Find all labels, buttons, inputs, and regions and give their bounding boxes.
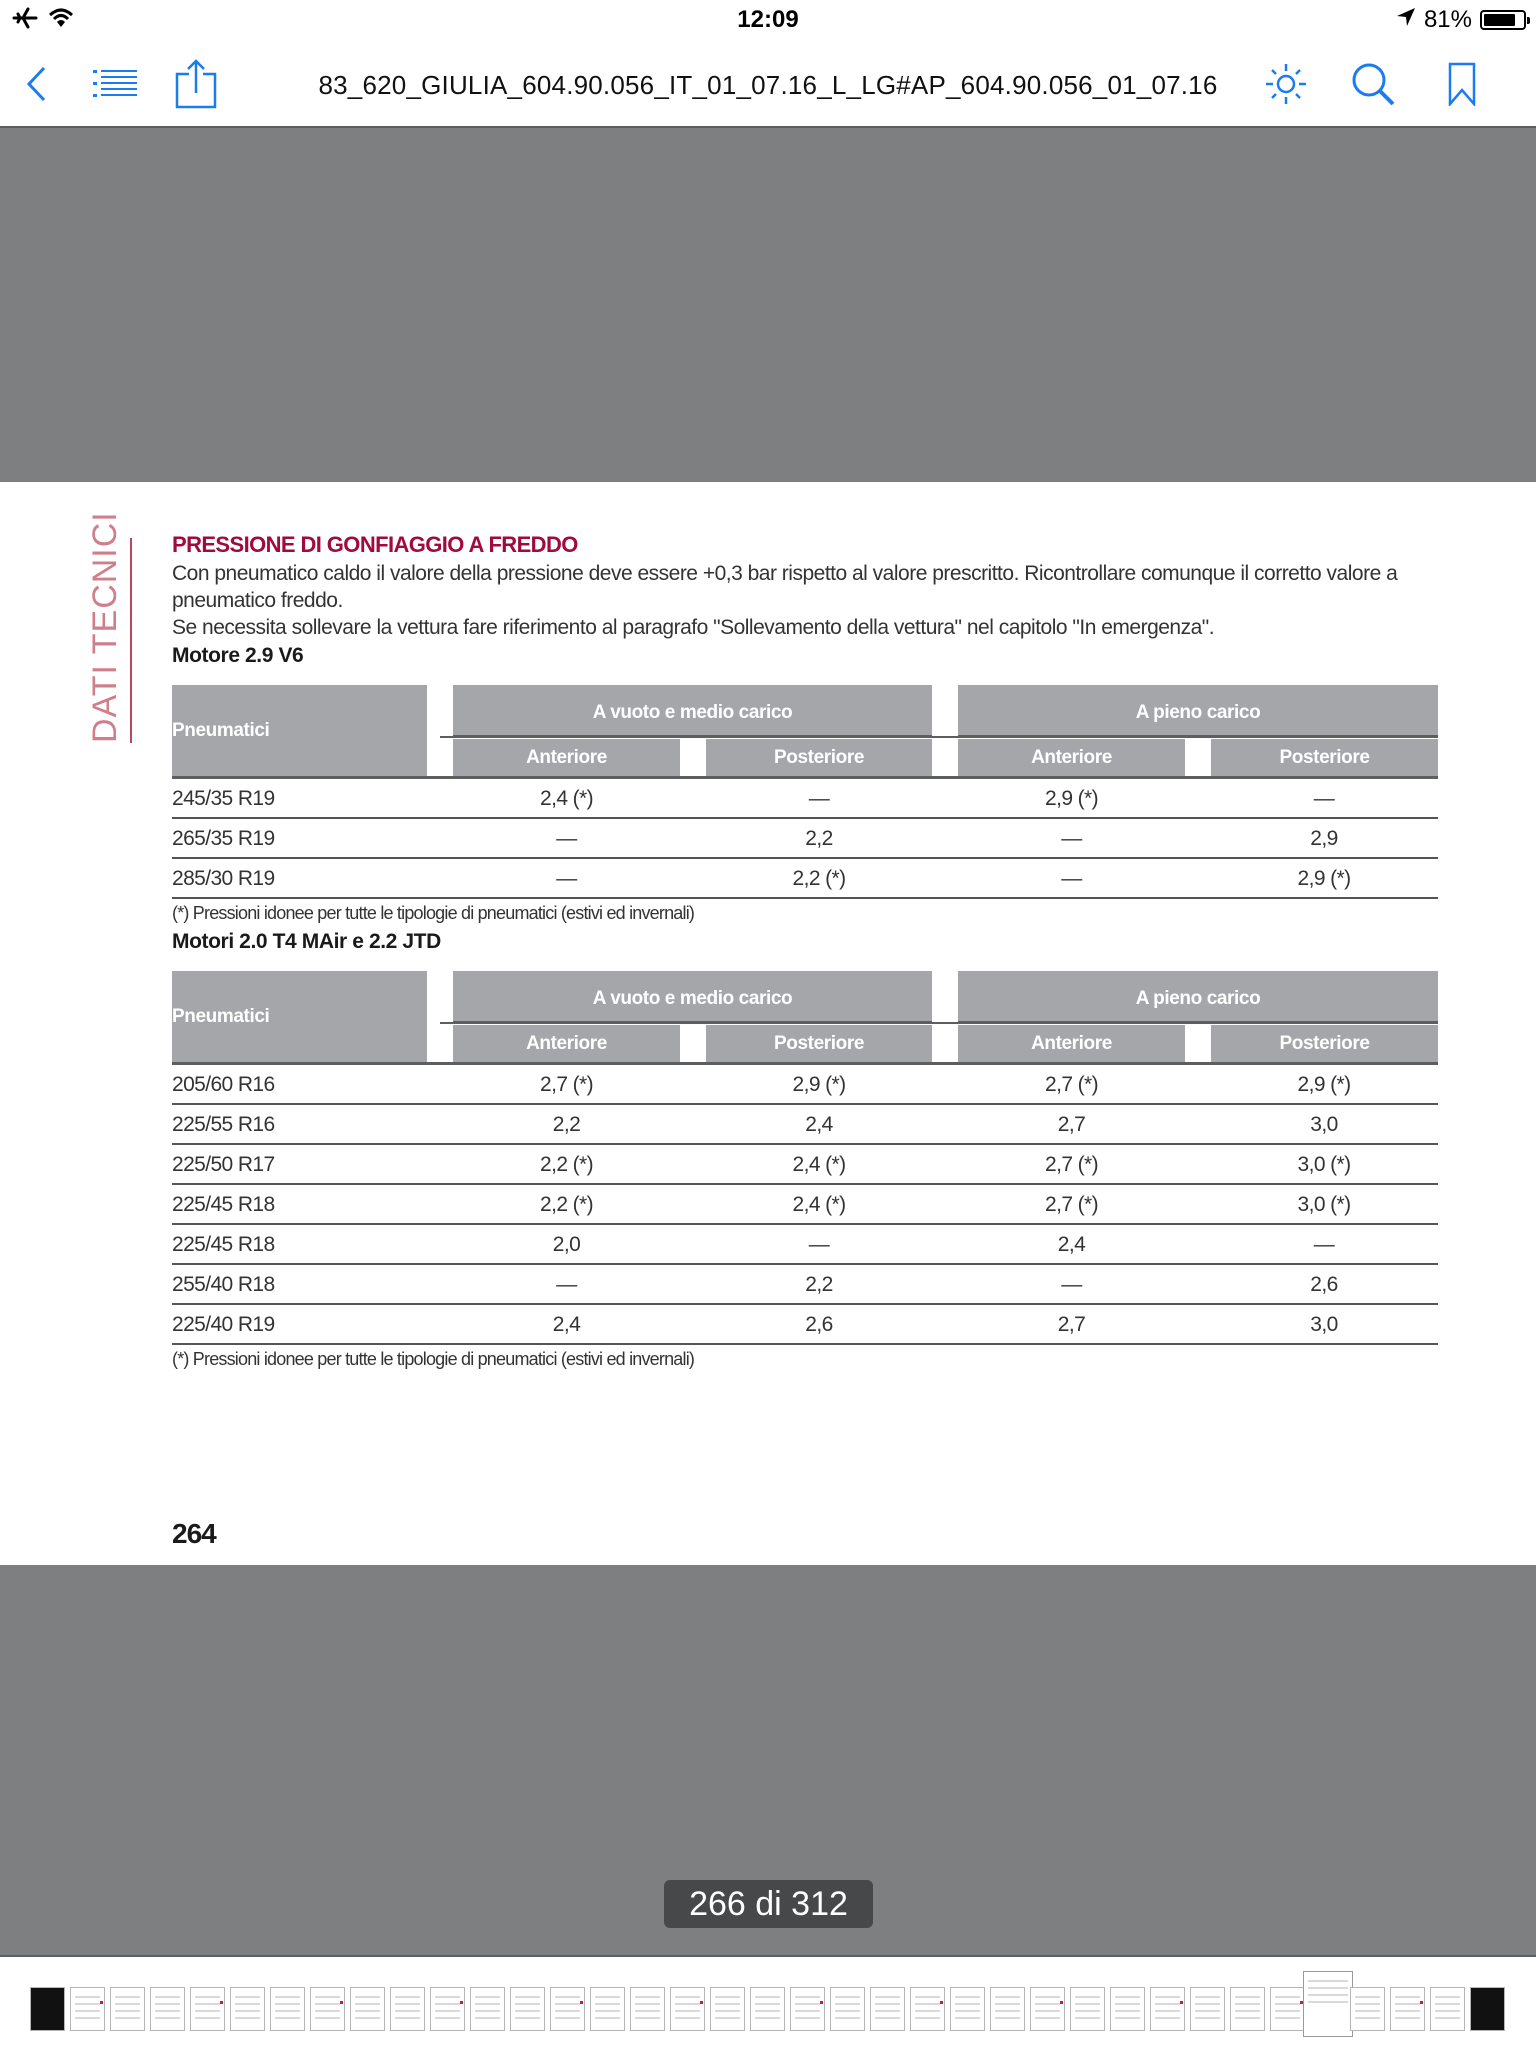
- header-front: Anteriore: [453, 1025, 680, 1062]
- thumbnail[interactable]: [470, 1987, 505, 2031]
- thumbnail[interactable]: [750, 1987, 785, 2031]
- table-row: [172, 779, 1438, 819]
- pressure-value: 2,7 (*): [1045, 1153, 1098, 1176]
- thumbnail[interactable]: [1070, 1987, 1105, 2031]
- pressure-value: 2,7 (*): [1045, 1193, 1098, 1216]
- table-row: [172, 1225, 1438, 1265]
- pressure-value: —: [556, 867, 577, 890]
- page-content: [172, 530, 1438, 1373]
- thumbnail[interactable]: [430, 1987, 465, 2031]
- thumbnail[interactable]: [790, 1987, 825, 2031]
- share-icon: [175, 59, 217, 109]
- thumbnail[interactable]: [710, 1987, 745, 2031]
- thumbnail[interactable]: [1230, 1987, 1265, 2031]
- pressure-value: 2,2 (*): [792, 867, 846, 890]
- thumbnail[interactable]: [990, 1987, 1025, 2031]
- tyre-size: 205/60 R16: [172, 1073, 275, 1096]
- document-title: 83_620_GIULIA_604.90.056_IT_01_07.16_L_LG#AP_604.90.056_01_07.16: [318, 70, 1218, 100]
- brightness-icon: [1264, 62, 1308, 106]
- tyre-size: 285/30 R19: [172, 867, 275, 890]
- previous-page-area[interactable]: [0, 130, 1536, 482]
- pressure-value: 3,0 (*): [1297, 1193, 1351, 1216]
- header-rear: Posteriore: [706, 739, 932, 776]
- clock: 12:09: [737, 6, 799, 33]
- pressure-value: 2,2: [552, 1113, 581, 1136]
- pressure-value: —: [1061, 1273, 1082, 1296]
- pressure-value: 2,9 (*): [792, 1073, 846, 1096]
- table-row: [172, 859, 1438, 899]
- thumbnail[interactable]: [230, 1987, 265, 2031]
- pressure-value: 2,7 (*): [1045, 1073, 1098, 1096]
- status-bar: [0, 0, 1536, 40]
- pressure-value: 2,9: [1310, 827, 1338, 850]
- engine-title: Motore 2.9 V6: [172, 644, 304, 667]
- pressure-table-v6: [172, 685, 1438, 899]
- back-button[interactable]: [14, 40, 58, 128]
- pressure-value: 2,7: [1057, 1313, 1086, 1336]
- thumbnail[interactable]: [350, 1987, 385, 2031]
- intro-paragraph: Con pneumatico caldo il valore della pressione deve essere +0,3 bar rispetto al valore prescritto. Ricontrollare comunque il corretto valore a pneumatico freddo.: [172, 562, 1398, 612]
- thumbnail-current[interactable]: [1303, 1971, 1353, 2037]
- thumbnail[interactable]: [830, 1987, 865, 2031]
- thumbnail[interactable]: [390, 1987, 425, 2031]
- table-row: [172, 1185, 1438, 1225]
- table-row: [172, 1105, 1438, 1145]
- pressure-value: 2,7 (*): [540, 1073, 593, 1096]
- search-button[interactable]: [1348, 40, 1398, 128]
- thumbnail-scrubber[interactable]: [0, 1955, 1536, 2048]
- pressure-value: 3,0: [1310, 1113, 1338, 1136]
- header-tyres: Pneumatici: [172, 971, 427, 1062]
- tyre-size: 225/55 R16: [172, 1113, 275, 1136]
- pressure-value: 2,0: [552, 1233, 581, 1256]
- pressure-value: —: [808, 787, 830, 810]
- pressure-value: 2,2 (*): [540, 1193, 593, 1216]
- header-rear: Posteriore: [706, 1025, 932, 1062]
- pressure-value: —: [808, 1233, 830, 1256]
- pressure-value: 2,6: [805, 1313, 833, 1336]
- thumbnail[interactable]: [630, 1987, 665, 2031]
- pressure-table-t4-jtd: [172, 971, 1438, 1345]
- thumbnail[interactable]: [150, 1987, 185, 2031]
- table-header: [172, 971, 1438, 1065]
- pressure-value: 2,4: [805, 1113, 833, 1136]
- tyre-size: 225/45 R18: [172, 1233, 275, 1256]
- thumbnail[interactable]: [1270, 1987, 1305, 2031]
- brightness-button[interactable]: [1262, 40, 1310, 128]
- list-icon: [93, 69, 137, 99]
- page-number: 264: [172, 1518, 216, 1549]
- share-button[interactable]: [172, 40, 220, 128]
- tyre-size: 225/50 R17: [172, 1153, 275, 1176]
- outline-button[interactable]: [90, 40, 140, 128]
- pressure-value: 2,9 (*): [1045, 787, 1098, 810]
- thumbnail[interactable]: [550, 1987, 585, 2031]
- thumbnail[interactable]: [1470, 1987, 1505, 2031]
- header-front: Anteriore: [453, 739, 680, 776]
- header-group-empty-medium: A vuoto e medio carico: [453, 971, 932, 1023]
- location-arrow-icon: [1396, 6, 1416, 34]
- thumbnail[interactable]: [70, 1987, 105, 2031]
- thumbnail[interactable]: [590, 1987, 625, 2031]
- bookmark-button[interactable]: [1444, 40, 1480, 128]
- page-indicator: 266 di 312: [664, 1880, 873, 1928]
- thumbnail[interactable]: [1350, 1987, 1385, 2031]
- pressure-value: 2,2: [805, 1273, 833, 1296]
- reader-toolbar: [0, 40, 1536, 128]
- back-icon: [24, 64, 48, 104]
- lift-note-paragraph: Se necessita sollevare la vettura fare riferimento al paragrafo "Sollevamento della vettura" nel capitolo "In emergenza".: [172, 616, 1215, 639]
- thumbnail[interactable]: [910, 1987, 945, 2031]
- tyre-size: 225/45 R18: [172, 1193, 275, 1216]
- engine-title: Motori 2.0 T4 MAir e 2.2 JTD: [172, 930, 441, 953]
- thumbnail[interactable]: [190, 1987, 225, 2031]
- header-group-full-load: A pieno carico: [958, 685, 1438, 737]
- chapter-tab: DATI TECNICI: [82, 538, 132, 743]
- pressure-value: 2,4: [552, 1313, 581, 1336]
- pressure-value: 2,4 (*): [540, 787, 593, 810]
- table-row: [172, 1305, 1438, 1345]
- thumbnail[interactable]: [1390, 1987, 1425, 2031]
- header-rear: Posteriore: [1211, 1025, 1438, 1062]
- thumbnail[interactable]: [310, 1987, 345, 2031]
- thumbnail[interactable]: [270, 1987, 305, 2031]
- thumbnail[interactable]: [30, 1987, 65, 2031]
- tyre-size: 225/40 R19: [172, 1313, 275, 1336]
- header-rear: Posteriore: [1211, 739, 1438, 776]
- header-tyres: Pneumatici: [172, 685, 427, 776]
- thumbnail[interactable]: [950, 1987, 985, 2031]
- pressure-value: —: [556, 827, 577, 850]
- header-front: Anteriore: [958, 1025, 1185, 1062]
- table-row: [172, 819, 1438, 859]
- thumbnail[interactable]: [1150, 1987, 1185, 2031]
- table-row: [172, 1145, 1438, 1185]
- pressure-value: 2,9 (*): [1297, 1073, 1351, 1096]
- thumbnail[interactable]: [1430, 1987, 1465, 2031]
- pressure-value: —: [556, 1273, 577, 1296]
- tyre-size: 245/35 R19: [172, 787, 275, 810]
- pressure-value: —: [1061, 827, 1082, 850]
- thumbnail[interactable]: [1110, 1987, 1145, 2031]
- table-footnote: (*) Pressioni idonee per tutte le tipologie di pneumatici (estivi ed invernali): [172, 1349, 695, 1369]
- pressure-value: 2,2 (*): [540, 1153, 593, 1176]
- pressure-value: 2,9 (*): [1297, 867, 1351, 890]
- thumbnail[interactable]: [510, 1987, 545, 2031]
- battery-percent: 81%: [1423, 6, 1472, 33]
- table-row: [172, 1265, 1438, 1305]
- thumbnail[interactable]: [870, 1987, 905, 2031]
- pressure-value: 2,4 (*): [792, 1193, 846, 1216]
- header-front: Anteriore: [958, 739, 1185, 776]
- thumbnail[interactable]: [670, 1987, 705, 2031]
- table-row: [172, 1065, 1438, 1105]
- tyre-size: 265/35 R19: [172, 827, 275, 850]
- table-header: [172, 685, 1438, 779]
- bookmark-icon: [1447, 62, 1477, 106]
- table-footnote: (*) Pressioni idonee per tutte le tipologie di pneumatici (estivi ed invernali): [172, 903, 695, 923]
- pressure-value: 2,7: [1057, 1113, 1086, 1136]
- pressure-value: —: [1313, 1233, 1335, 1256]
- pressure-value: 3,0: [1310, 1313, 1338, 1336]
- header-group-empty-medium: A vuoto e medio carico: [453, 685, 932, 737]
- pressure-value: 2,4 (*): [792, 1153, 846, 1176]
- pressure-value: —: [1061, 867, 1082, 890]
- pressure-value: 2,2: [805, 827, 833, 850]
- battery-icon: [1480, 10, 1526, 30]
- pressure-value: 2,6: [1310, 1273, 1338, 1296]
- thumbnail[interactable]: [110, 1987, 145, 2031]
- header-group-full-load: A pieno carico: [958, 971, 1438, 1023]
- pressure-value: 2,4: [1057, 1233, 1086, 1256]
- thumbnail[interactable]: [1190, 1987, 1225, 2031]
- tyre-size: 255/40 R18: [172, 1273, 275, 1296]
- section-title: PRESSIONE DI GONFIAGGIO A FREDDO: [172, 532, 578, 557]
- pressure-value: —: [1313, 787, 1335, 810]
- pressure-value: 3,0 (*): [1297, 1153, 1351, 1176]
- search-icon: [1350, 61, 1396, 107]
- thumbnail[interactable]: [1030, 1987, 1065, 2031]
